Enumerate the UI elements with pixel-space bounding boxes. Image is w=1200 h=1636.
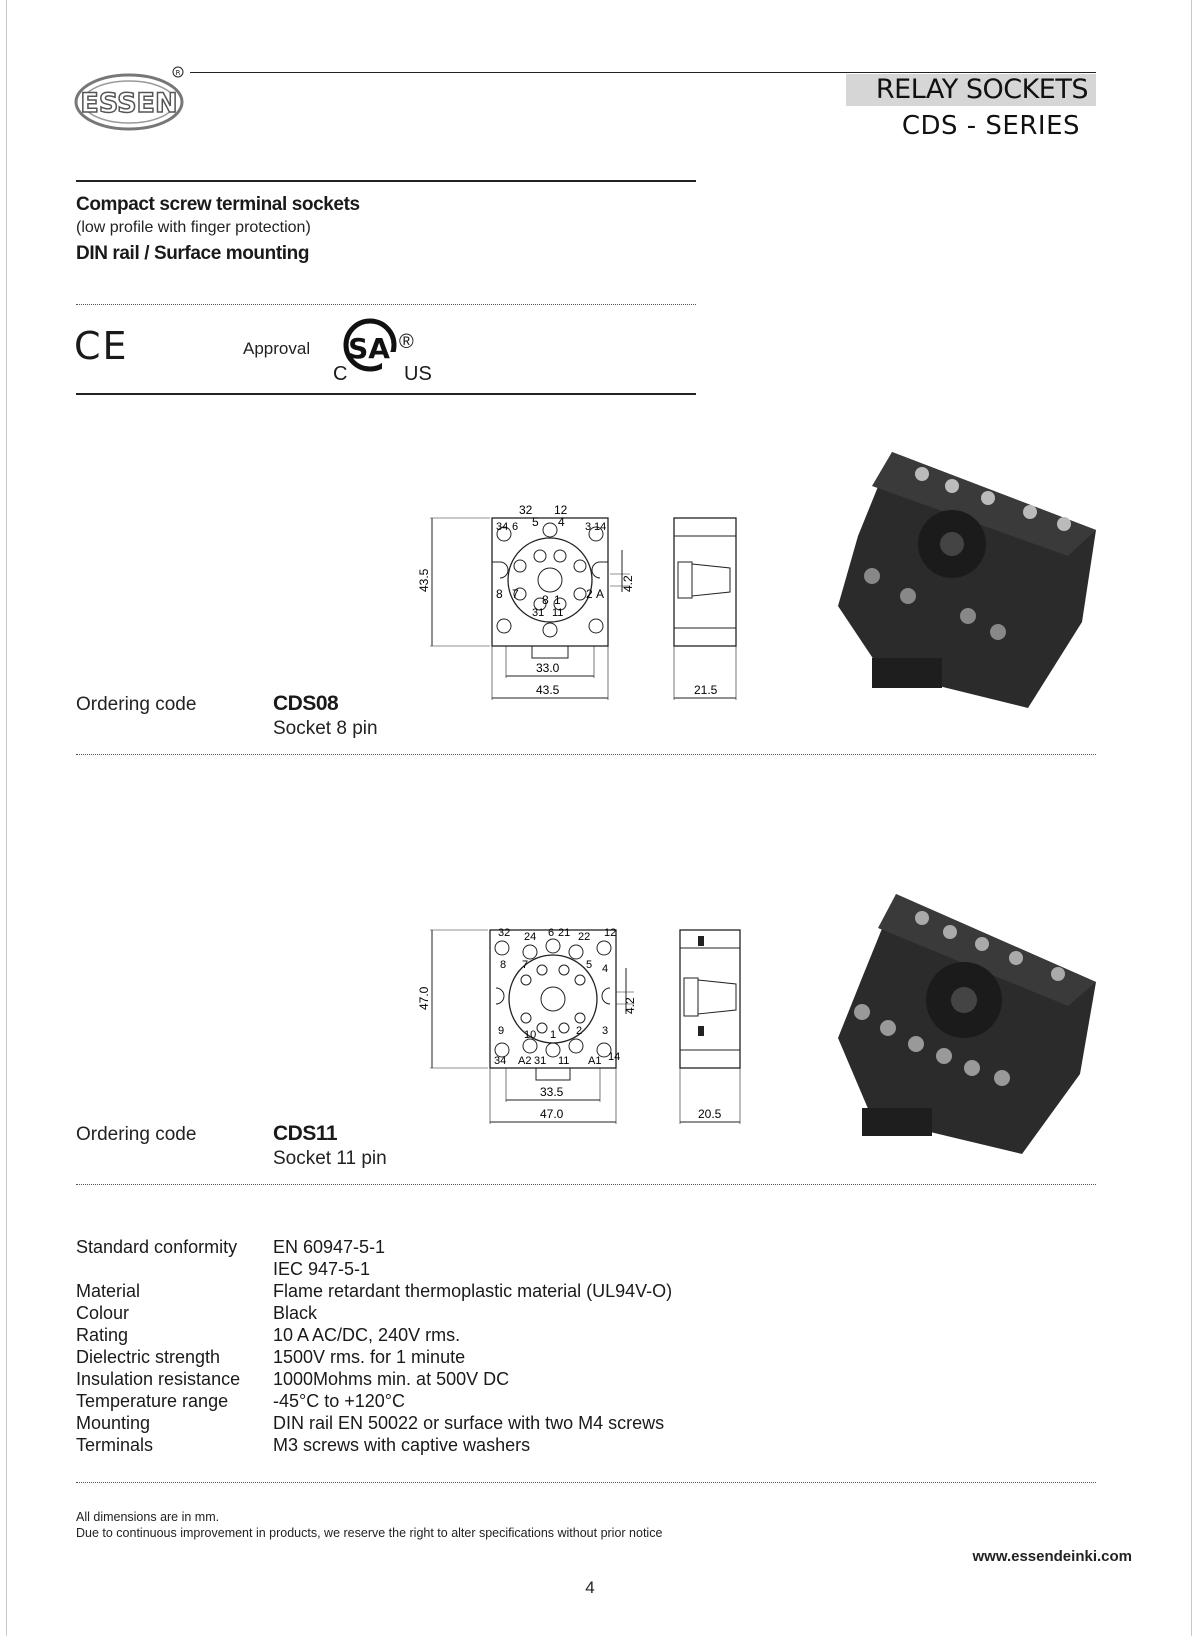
cds08-pin-6: 6	[512, 521, 519, 533]
specs-dotted-rule	[76, 1482, 1096, 1483]
cds11-pin-31: 31	[534, 1055, 547, 1067]
cds08-pin-8a: 8	[496, 587, 503, 601]
cds08-pin-8b: 8	[542, 593, 549, 607]
spec-label: Colour	[76, 1303, 130, 1323]
spec-label: Temperature range	[76, 1391, 229, 1411]
cds08-pin-A: A	[596, 587, 605, 601]
cds11-pin-21: 21	[558, 927, 571, 939]
cds08-dotted-rule	[76, 754, 1096, 755]
spec-value: 1000Mohms min. at 500V DC	[273, 1369, 510, 1389]
svg-text:SA: SA	[348, 332, 390, 365]
cds11-code: CDS11	[273, 1122, 338, 1145]
spec-value: M3 screws with captive washers	[273, 1435, 531, 1455]
cds08-dim-inner-width: 33.0	[536, 661, 560, 675]
cds11-pin-34: 34	[494, 1055, 507, 1067]
ce-mark-icon: CE	[74, 324, 129, 368]
cds08-product-photo	[832, 446, 1102, 716]
essen-logo	[74, 62, 194, 132]
cds11-pin-3: 3	[602, 1025, 609, 1037]
cds11-ordering-label: Ordering code	[76, 1124, 197, 1145]
cds11-pin-8: 8	[500, 959, 507, 971]
cds08-code: CDS08	[273, 692, 339, 715]
cds11-pin-9: 9	[498, 1025, 505, 1037]
cds08-dim-outer-width: 43.5	[536, 683, 560, 697]
cds08-pin-31: 31	[532, 607, 545, 619]
spec-label: Mounting	[76, 1413, 151, 1433]
cds08-pin-2: 2	[586, 587, 593, 601]
svg-text:R: R	[175, 69, 181, 77]
footer-note-dimensions: All dimensions are in mm.	[76, 1510, 220, 1524]
cds11-pin-5: 5	[586, 959, 593, 971]
csa-us-label: US	[404, 363, 432, 385]
spec-value: -45°C to +120°C	[273, 1391, 405, 1411]
cds11-pin-6: 6	[548, 927, 555, 939]
cds11-pin-10: 10	[524, 1029, 537, 1041]
intro-heading: Compact screw terminal sockets	[76, 194, 360, 215]
cds08-description: Socket 8 pin	[273, 718, 378, 739]
spec-label: Rating	[76, 1325, 129, 1345]
cds11-pin-32: 32	[498, 927, 511, 939]
cds08-dim-height: 43.5	[417, 568, 431, 592]
cds11-pin-7: 7	[522, 959, 529, 971]
cds08-pin-12: 12	[554, 503, 568, 517]
cds11-pin-4: 4	[602, 963, 609, 975]
cds08-pin-14: 14	[594, 521, 607, 533]
cds11-pin-A1: A1	[588, 1055, 602, 1067]
cds11-dim-inner-width: 33.5	[540, 1085, 564, 1099]
header-rule	[190, 72, 1096, 73]
cds11-dimension-drawing	[417, 922, 760, 1142]
cds11-pin-1: 1	[550, 1029, 557, 1041]
cds11-dim-offset: 4.2	[623, 997, 637, 1014]
cds11-dim-outer-width: 47.0	[540, 1107, 564, 1121]
cds08-dim-depth: 21.5	[694, 683, 718, 697]
intro-top-rule	[76, 180, 696, 182]
series-title: CDS - SERIES	[901, 111, 1080, 141]
spec-value: EN 60947-5-1	[273, 1237, 386, 1257]
spec-value: 1500V rms. for 1 minute	[273, 1347, 466, 1367]
spec-value: Black	[273, 1303, 318, 1323]
spec-label: Material	[76, 1281, 141, 1301]
spec-label: Insulation resistance	[76, 1369, 241, 1389]
spec-value: Flame retardant thermoplastic material (UL94V-O)	[273, 1281, 673, 1301]
cds11-pin-A2: A2	[518, 1055, 532, 1067]
cds08-pin-4: 4	[558, 515, 565, 529]
cds08-pin-11: 11	[552, 607, 564, 619]
cds11-product-photo	[832, 888, 1102, 1158]
cds08-pin-1: 1	[554, 593, 561, 607]
cds11-pin-24: 24	[524, 931, 537, 943]
cds08-pin-32: 32	[519, 503, 533, 517]
svg-text:ESSEN: ESSEN	[80, 88, 178, 119]
csa-c-label: C	[333, 363, 348, 385]
cds11-dim-height: 47.0	[417, 986, 431, 1010]
csa-registered: ®	[399, 331, 414, 353]
spec-value: 10 A AC/DC, 240V rms.	[273, 1325, 461, 1345]
spec-label: Dielectric strength	[76, 1347, 221, 1367]
cds08-pin-5: 5	[532, 515, 539, 529]
spec-label: Standard conformity	[76, 1237, 238, 1257]
spec-label: Terminals	[76, 1435, 154, 1455]
intro-subheading: (low profile with finger protection)	[76, 219, 311, 236]
footer-note-disclaimer: Due to continuous improvement in products, we reserve the right to alter specifications without prior notice	[76, 1526, 663, 1540]
cds08-ordering-label: Ordering code	[76, 694, 197, 715]
cds11-description: Socket 11 pin	[273, 1148, 387, 1169]
page-number: 4	[585, 1578, 595, 1597]
intro-dotted-rule	[76, 304, 696, 305]
cds08-pin-7: 7	[512, 587, 519, 601]
cds08-dim-offset: 4.2	[621, 575, 635, 592]
spec-value: DIN rail EN 50022 or surface with two M4 screws	[273, 1413, 665, 1433]
cds08-pin-3: 3	[585, 521, 592, 533]
cds08-pin-34: 34	[496, 521, 509, 533]
cds11-pin-14: 14	[608, 1051, 621, 1063]
approval-bottom-rule	[76, 393, 696, 395]
intro-mounting: DIN rail / Surface mounting	[76, 243, 310, 264]
cds11-pin-2: 2	[576, 1025, 583, 1037]
cds11-pin-12: 12	[604, 927, 617, 939]
cds11-dotted-rule	[76, 1184, 1096, 1185]
approval-label: Approval	[243, 339, 311, 358]
website-link[interactable]: www.essendeinki.com	[972, 1548, 1132, 1565]
spec-value: IEC 947-5-1	[273, 1259, 371, 1279]
page-title: RELAY SOCKETS	[875, 74, 1088, 105]
cds11-pin-22: 22	[578, 931, 591, 943]
cds11-pin-11: 11	[558, 1055, 570, 1067]
cds11-dim-depth: 20.5	[698, 1107, 722, 1121]
cds08-dimension-drawing	[417, 500, 760, 720]
